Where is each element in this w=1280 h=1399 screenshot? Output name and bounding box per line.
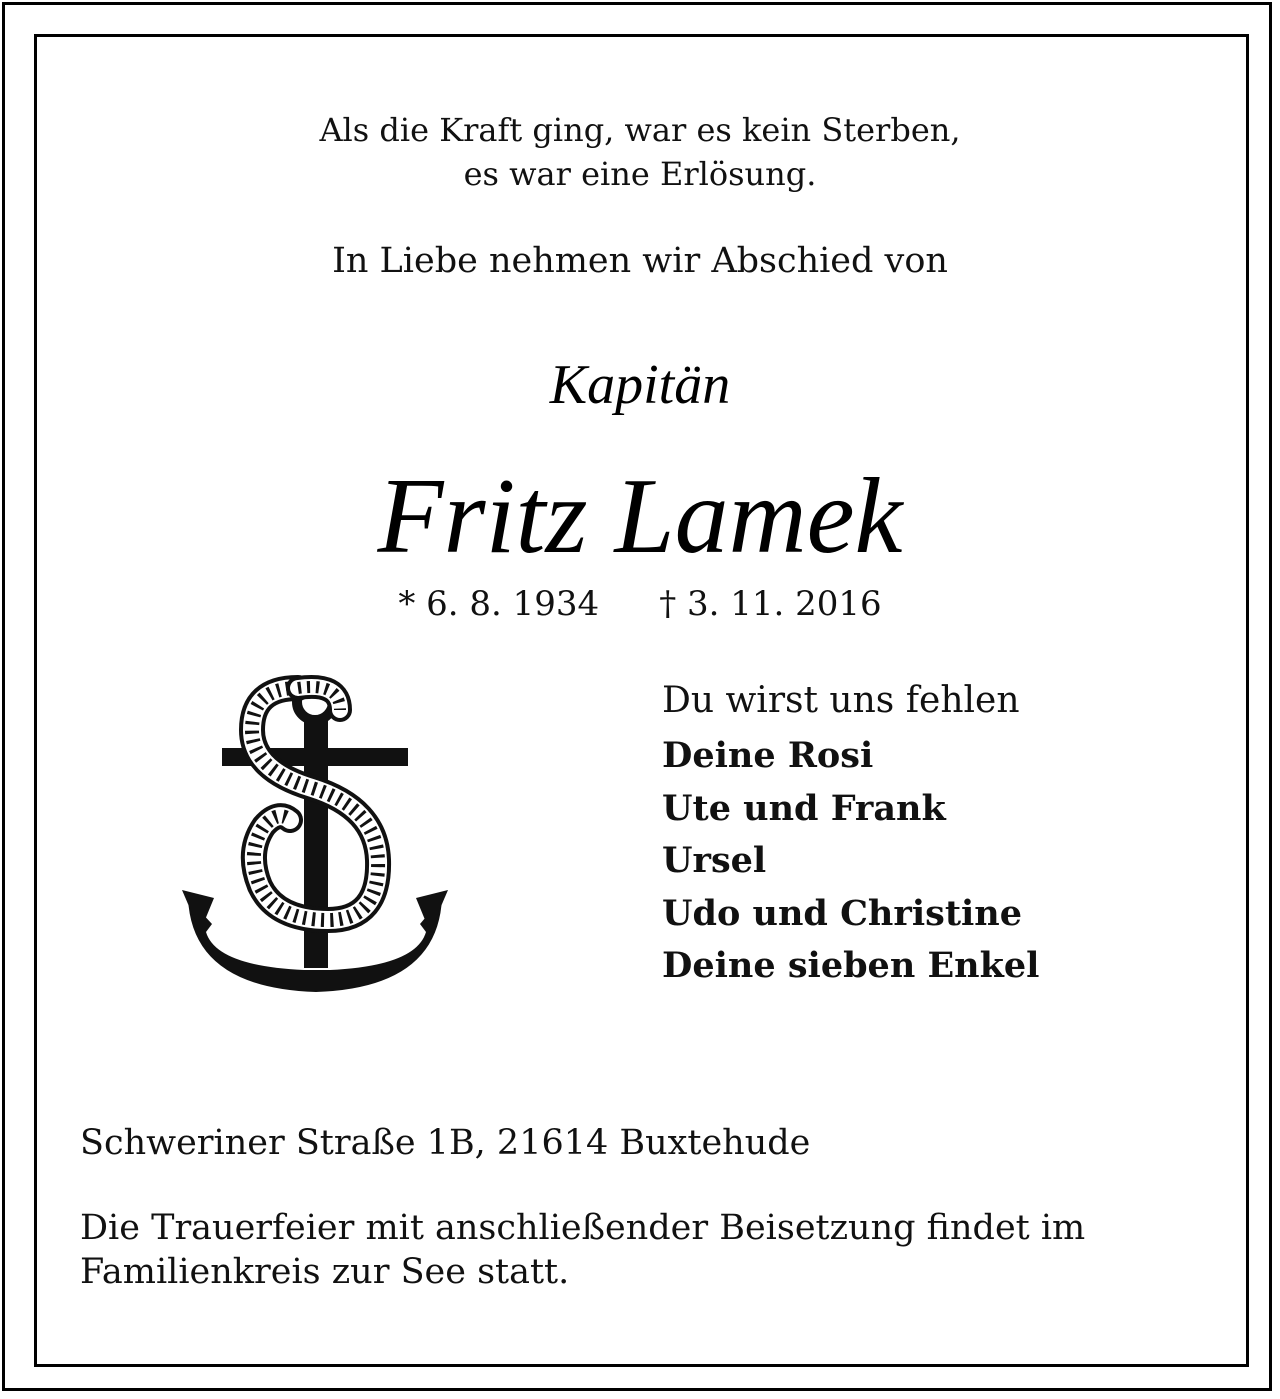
life-dates (0, 582, 1280, 626)
signoff-text: Du wirst uns fehlen (662, 680, 1020, 721)
funeral-notice (80, 1206, 1220, 1294)
deceased-name: Fritz Lamek (377, 457, 903, 576)
anchor-with-rope-icon (180, 670, 450, 1020)
memorial-quote (0, 108, 1280, 196)
family-member: Deine sieben Enkel (662, 945, 1040, 986)
quote-line-1: Als die Kraft ging, war es kein Sterben, (319, 111, 961, 149)
notice-line-2: Familienkreis zur See statt. (80, 1252, 570, 1292)
deceased-title: Kapitän (549, 354, 731, 416)
birth-date: * 6. 8. 1934 (398, 584, 600, 624)
family-member: Udo und Christine (662, 892, 1022, 934)
family-member: Deine Rosi (662, 735, 874, 776)
family-member: Ute und Frank (662, 787, 946, 829)
family-member: Ursel (662, 840, 767, 881)
notice-line-1: Die Trauerfeier mit anschließender Beisetzung findet im (80, 1208, 1086, 1248)
family-list (662, 730, 1039, 993)
death-date: † 3. 11. 2016 (659, 584, 882, 624)
address-line: Schweriner Straße 1B, 21614 Buxtehude (80, 1123, 811, 1163)
quote-line-2: es war eine Erlösung. (463, 155, 817, 193)
farewell-intro: In Liebe nehmen wir Abschied von (332, 241, 948, 281)
